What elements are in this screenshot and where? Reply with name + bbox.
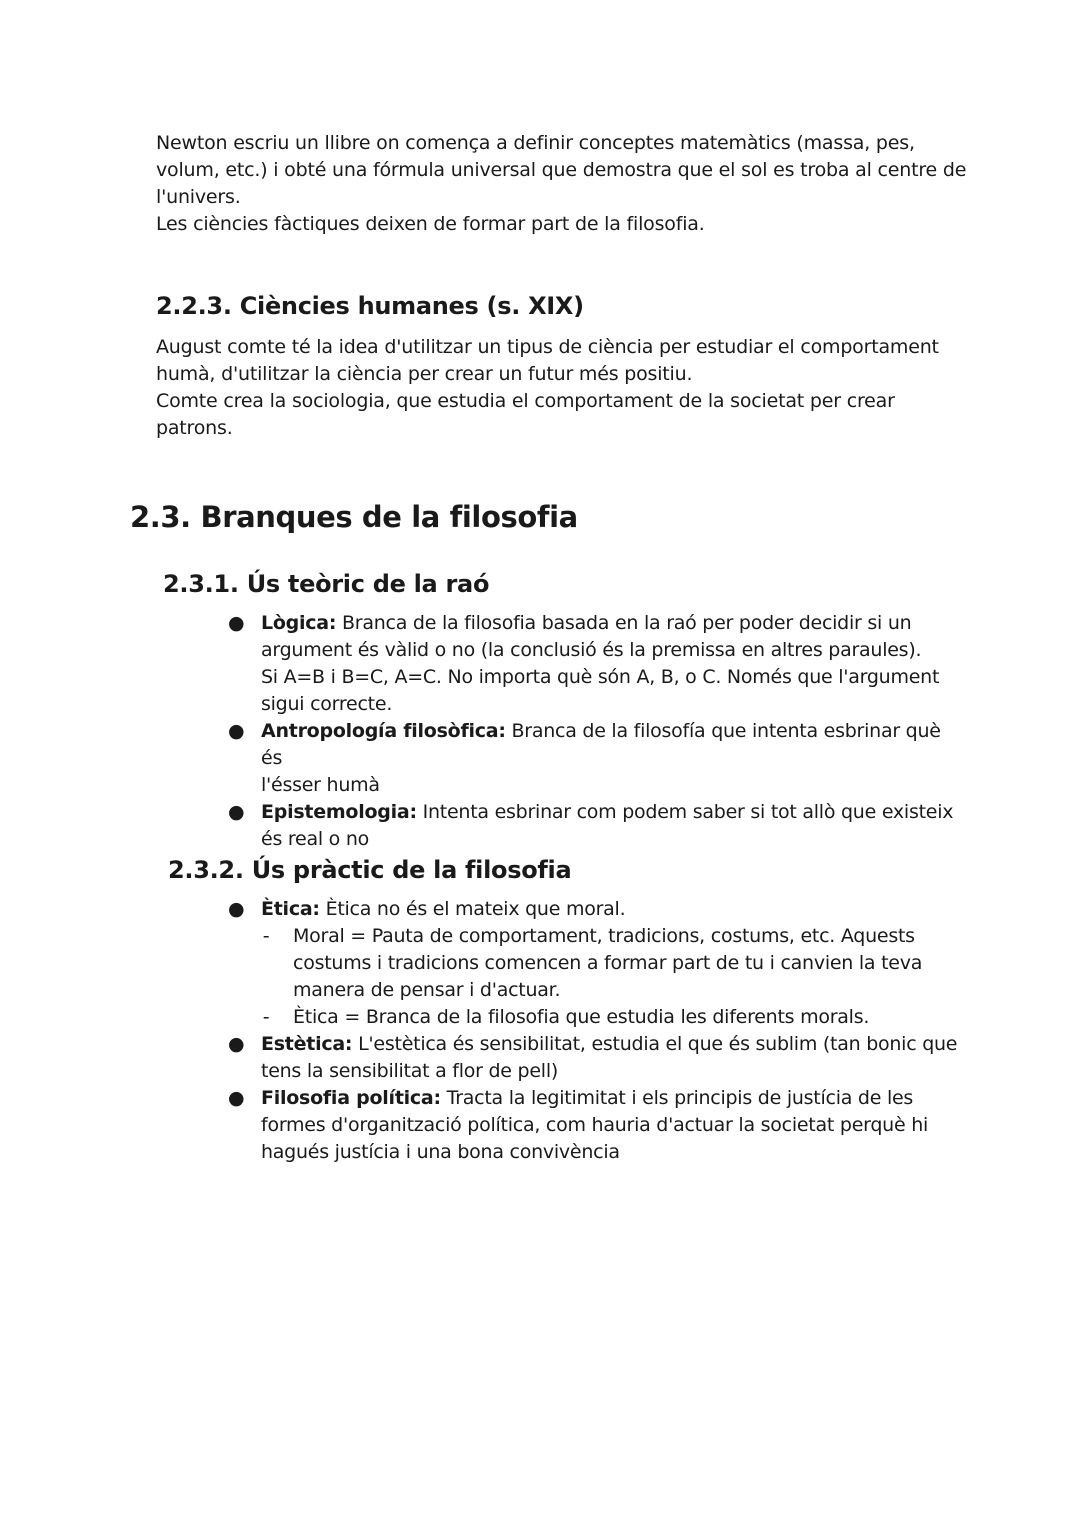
logica-text-4: sigui correcte. [261,693,393,715]
list-item-etica [228,896,958,923]
section-223-line-4: patrons. [156,417,233,439]
intro-line-4: Les ciències fàctiques deixen de formar part de la filosofia. [156,213,705,235]
term-politica: Filosofia política: [261,1087,441,1109]
section-232-list [228,896,958,923]
section-231-list [228,610,958,853]
dash-icon: - [262,1006,270,1028]
intro-line-2: volum, etc.) i obté una fórmula universal que demostra que el sol es troba al centre de [156,159,967,181]
epistemologia-text-2: és real o no [261,828,370,850]
term-logica: Lògica: [261,612,337,634]
list-item-antropologia [228,718,958,799]
list-item-epistemologia [228,799,958,853]
intro-line-3: l'univers. [156,186,241,208]
list-item-politica [228,1085,958,1166]
politica-text-3: hagués justícia i una bona convivència [261,1141,620,1163]
list-item-logica [228,610,958,718]
section-223-body [156,334,976,442]
section-232-title: 2.3.2. Ús pràctic de la filosofia [168,856,572,884]
moral-text-1: Moral = Pauta de comportament, tradicions, costums, etc. Aquests [293,925,915,947]
bullet-icon: ● [228,801,245,823]
etica-text: Ètica no és el mateix que moral. [325,898,626,920]
subitem-etica-def [260,1004,958,1031]
etica-sublist [228,923,958,1031]
etica-def-text-1: Ètica = Branca de la filosofia que estudia les diferents morals. [293,1006,870,1028]
section-223-line-2: humà, d'utilitzar la ciència per crear un futur més positiu. [156,363,693,385]
bullet-icon: ● [228,720,245,742]
bullet-icon: ● [228,898,245,920]
estetica-text-1: L'estètica és sensibilitat, estudia el que és sublim (tan bonic que [358,1033,958,1055]
subitem-moral [260,923,958,1004]
epistemologia-text-1: Intenta esbrinar com podem saber si tot allò que existeix [422,801,954,823]
politica-text-2: formes d'organització política, com hauria d'actuar la societat perquè hi [261,1114,929,1136]
antropologia-text-2: l'ésser humà [261,774,380,796]
term-estetica: Estètica: [261,1033,353,1055]
term-etica: Ètica: [261,898,320,920]
section-223-title: 2.2.3. Ciències humanes (s. XIX) [156,292,584,320]
logica-text-3: Si A=B i B=C, A=C. No importa què són A, B, o C. Només que l'argument [261,666,940,688]
politica-text-1: Tracta la legitimitat i els principis de justícia de les [446,1087,914,1109]
list-item-politica-line-1 [261,1085,958,1112]
estetica-text-2: tens la sensibilitat a flor de pell) [261,1060,559,1082]
section-223-line-3: Comte crea la sociologia, que estudia el comportament de la societat per crear [156,390,895,412]
intro-paragraph [156,130,976,238]
intro-line-1: Newton escriu un llibre on comença a definir conceptes matemàtics (massa, pes, [156,132,915,154]
bullet-icon: ● [228,1033,245,1055]
etica-subitems [228,923,958,1031]
list-item-epistemologia-line-1 [261,799,958,826]
list-item-etica-line-1 [261,896,958,923]
logica-text-1: Branca de la filosofia basada en la raó per poder decidir si un [342,612,912,634]
logica-text-2: argument és vàlid o no (la conclusió és la premissa en altres paraules). [261,639,922,661]
section-231-title: 2.3.1. Ús teòric de la raó [163,570,490,598]
moral-text-2: costums i tradicions comencen a formar part de tu i canvien la teva [293,952,923,974]
list-item-antropologia-line-1 [261,718,958,772]
section-223-line-1: August comte té la idea d'utilitzar un tipus de ciència per estudiar el comportament [156,336,939,358]
dash-icon: - [262,925,270,947]
section-23-title: 2.3. Branques de la filosofia [130,500,578,534]
bullet-icon: ● [228,612,245,634]
term-antropologia: Antropología filosòfica: [261,720,506,742]
antropologia-text-1: Branca de la filosofía que intenta esbrinar què és [261,720,941,769]
moral-text-3: manera de pensar i d'actuar. [293,979,561,1001]
term-epistemologia: Epistemologia: [261,801,417,823]
bullet-icon: ● [228,1087,245,1109]
list-item-estetica [228,1031,958,1085]
list-item-logica-line-1 [261,610,958,637]
section-232-list-continued [228,1031,958,1166]
list-item-estetica-line-1 [261,1031,958,1058]
